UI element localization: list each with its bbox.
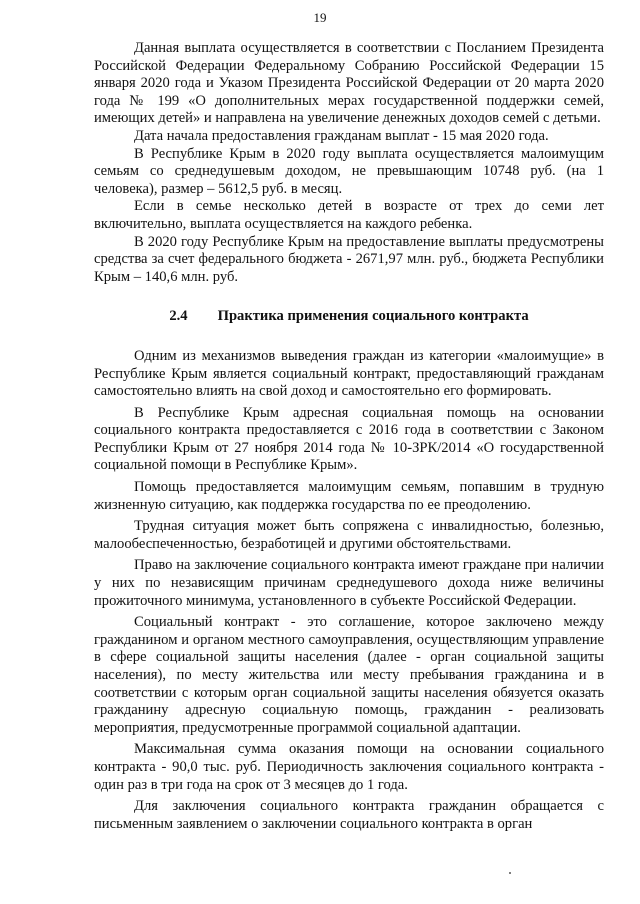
paragraph: Данная выплата осуществляется в соответствии с Посланием Президента Российской Федерации Федеральному Собранию Российской Федерации 15 января 2020 года и Указом Президента Российской Федерации от 20 марта 2020 года № 199 «О дополнительных мерах государственной поддержки семей, имеющих детей» и направлена на увеличение денежных доходов семей с детьми. bbox=[94, 40, 604, 127]
paragraph: Право на заключение социального контракта имеют граждане при наличии у них по независящим причинам среднедушевого дохода ниже величины прожиточного минимума, установленного в субъекте Российской Федерации. bbox=[94, 557, 604, 609]
scan-speck bbox=[509, 872, 511, 874]
paragraph: Дата начала предоставления гражданам выплат - 15 мая 2020 года. bbox=[134, 127, 549, 144]
page-body bbox=[94, 40, 604, 833]
paragraph: Одним из механизмов выведения граждан из категории «малоимущие» в Республике Крым является социальный контракт, предоставляющий гражданам самостоятельно влиять на свой доход и самостоятельно его формировать. bbox=[94, 347, 604, 400]
paragraph: Социальный контракт - это соглашение, которое заключено между гражданином и органом местного самоуправления, осуществляющим управление в сфере социальной защиты населения (далее - орган социальной защиты населения), по месту жительства или месту пребывания гражданина и в соответствии с которым орган социальной защиты населения обязуется оказать гражданину адресную социальную помощь, гражданин - реализовать мероприятия, предусмотренные программой социальной адаптации. bbox=[94, 614, 604, 736]
paragraph: В 2020 году Республике Крым на предоставление выплаты предусмотрены средства за счет федерального бюджета - 2671,97 млн. руб., бюджета Республики Крым – 140,6 млн. руб. bbox=[94, 233, 604, 285]
paragraph: Для заключения социального контракта гражданин обращается с письменным заявлением о заключении социального контракта в орган bbox=[94, 798, 604, 832]
paragraph: Трудная ситуация может быть сопряжена с инвалидностью, болезнью, малообеспеченностью, безработицей и другими обстоятельствами. bbox=[94, 518, 604, 552]
page-number: 19 bbox=[313, 10, 327, 25]
section-title: Практика применения социального контракта bbox=[217, 308, 529, 325]
paragraph: Максимальная сумма оказания помощи на основании социального контракта - 90,0 тыс. руб. Периодичность заключения социального контракта - один раз в три года на срок от 3 месяцев до 1 года. bbox=[94, 741, 604, 793]
paragraph: В Республике Крым в 2020 году выплата осуществляется малоимущим семьям со среднедушевым доходом, не превышающим 10748 руб. (на 1 человека), размер – 5612,5 руб. в месяц. bbox=[94, 145, 604, 197]
section-heading bbox=[94, 308, 604, 326]
paragraph: В Республике Крым адресная социальная помощь на основании социального контракта предоставляется с 2016 года в соответствии с Законом Республики Крым от 27 ноября 2014 года № 10-ЗРК/2014 «О государственной социальной помощи в Республике Крым». bbox=[94, 404, 604, 474]
paragraph: Помощь предоставляется малоимущим семьям, попавшим в трудную жизненную ситуацию, как поддержка государства по ее преодолению. bbox=[94, 479, 604, 513]
section-number: 2.4 bbox=[169, 308, 188, 325]
paragraph: Если в семье несколько детей в возрасте от трех до семи лет включительно, выплата осуществляется на каждого ребенка. bbox=[94, 198, 604, 232]
